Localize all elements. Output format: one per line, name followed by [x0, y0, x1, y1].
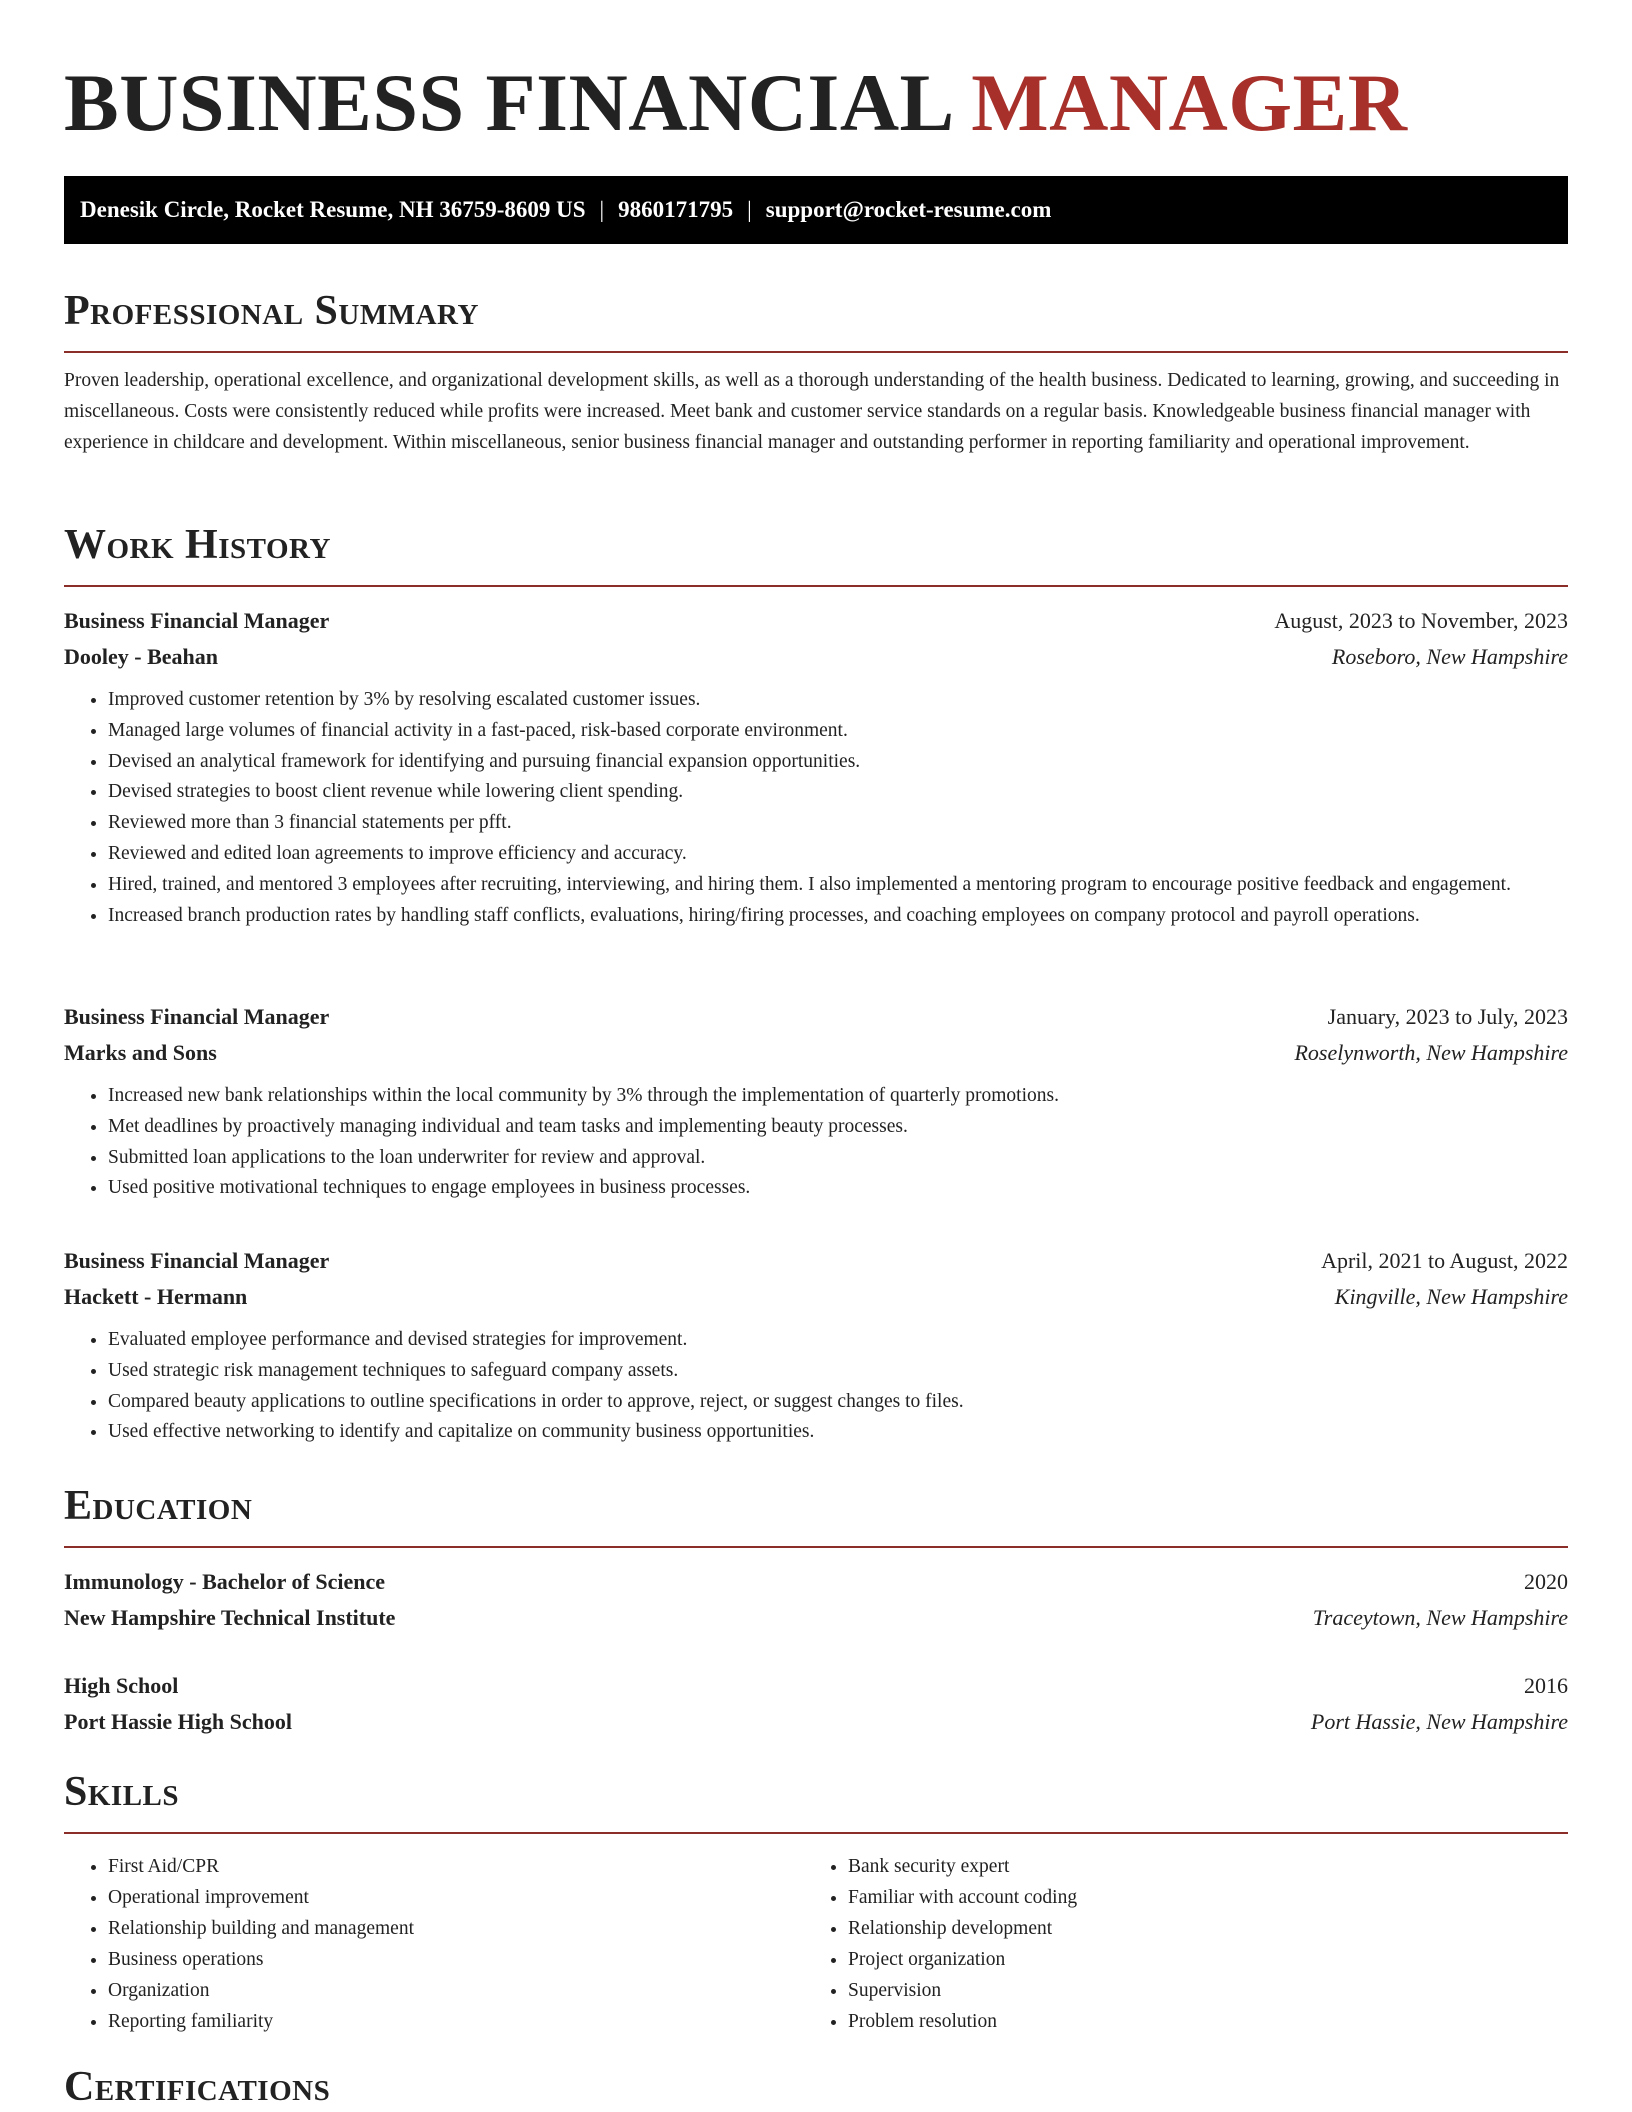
list-item: • Business operations — [108, 1944, 804, 1975]
job-bullets — [64, 685, 1568, 931]
education-year: 2016 — [1524, 1673, 1568, 1698]
skills-column-left — [64, 1851, 804, 2037]
education-school: Port Hassie High School — [64, 1709, 292, 1734]
list-item: • First Aid/CPR — [108, 1851, 804, 1882]
section-title-education: Education — [64, 1483, 253, 1529]
section-title-skills: Skills — [64, 1769, 180, 1815]
job-entry — [64, 603, 1568, 931]
section-divider — [64, 1546, 1568, 1548]
list-item: • Reporting familiarity — [108, 2006, 804, 2037]
list-item: • Improved customer retention by 3% by resolving escalated customer issues. — [108, 685, 1568, 716]
contact-separator: | — [599, 197, 605, 222]
skills-column-right — [804, 1851, 1544, 2037]
job-dates: January, 2023 to July, 2023 — [1327, 1004, 1568, 1029]
job-dates: April, 2021 to August, 2022 — [1321, 1248, 1568, 1273]
list-item: • Hired, trained, and mentored 3 employees after recruiting, interviewing, and hiring them. I also implemented a mentoring program to encourage positive feedback and engagement. — [108, 870, 1568, 901]
list-item: • Project organization — [848, 1944, 1544, 1975]
list-item: • Compared beauty applications to outline specifications in order to approve, reject, or suggest changes to files. — [108, 1387, 1568, 1418]
list-item: • Relationship building and management — [108, 1913, 804, 1944]
list-item: • Met deadlines by proactively managing individual and team tasks and implementing beauty processes. — [108, 1112, 1568, 1143]
list-item: • Organization — [108, 1975, 804, 2006]
job-role: Business Financial Manager — [64, 1248, 330, 1273]
job-role: Business Financial Manager — [64, 1004, 330, 1029]
name-first: BUSINESS FINANCIAL — [64, 57, 951, 148]
job-location: Roseboro, New Hampshire — [1331, 644, 1568, 669]
list-item: • Reviewed and edited loan agreements to improve efficiency and accuracy. — [108, 839, 1568, 870]
list-item: • Familiar with account coding — [848, 1882, 1544, 1913]
list-item: • Used positive motivational techniques to engage employees in business processes. — [108, 1173, 1568, 1204]
section-divider — [64, 1832, 1568, 1834]
contact-address: Denesik Circle, Rocket Resume, NH 36759-8609 US — [80, 197, 586, 222]
education-entry — [64, 1564, 1568, 1636]
summary-text: Proven leadership, operational excellence, and organizational development skills, as well as a thorough understanding of the health business. Dedicated to learning, growing, and succeeding in miscellaneous. Costs were consistently reduced while profits were increased. Meet bank and customer service standards on a regular basis. Knowledgeable business financial manager with experience in childcare and development. Within miscellaneous, senior business financial manager and outstanding performer in reporting familiarity and operational improvement. — [64, 370, 1560, 453]
list-item: • Used strategic risk management techniques to safeguard company assets. — [108, 1356, 1568, 1387]
job-entry — [64, 1243, 1568, 1448]
contact-bar — [64, 176, 1568, 244]
list-item: • Supervision — [848, 1975, 1544, 2006]
job-location: Roselynworth, New Hampshire — [1294, 1040, 1568, 1065]
list-item: • Increased new bank relationships within the local community by 3% through the implementation of quarterly promotions. — [108, 1081, 1568, 1112]
list-item: • Submitted loan applications to the loan underwriter for review and approval. — [108, 1143, 1568, 1174]
list-item: • Devised strategies to boost client revenue while lowering client spending. — [108, 777, 1568, 808]
section-title-summary: Professional Summary — [64, 288, 479, 334]
list-item: • Bank security expert — [848, 1851, 1544, 1882]
job-bullets — [64, 1081, 1568, 1204]
resume-name — [64, 58, 1407, 148]
job-location: Kingville, New Hampshire — [1334, 1284, 1568, 1309]
job-company: Marks and Sons — [64, 1040, 217, 1065]
list-item: • Reviewed more than 3 financial statements per pfft. — [108, 808, 1568, 839]
education-year: 2020 — [1524, 1569, 1568, 1594]
education-degree: Immunology - Bachelor of Science — [64, 1569, 386, 1594]
education-degree: High School — [64, 1673, 179, 1698]
education-location: Port Hassie, New Hampshire — [1310, 1709, 1568, 1734]
job-entry — [64, 999, 1568, 1204]
contact-separator: | — [747, 197, 752, 222]
job-company: Dooley - Beahan — [64, 644, 218, 669]
list-item: • Devised an analytical framework for identifying and pursuing financial expansion opportunities. — [108, 747, 1568, 778]
job-bullets — [64, 1325, 1568, 1448]
education-location: Traceytown, New Hampshire — [1312, 1605, 1568, 1630]
section-title-certifications: Certifications — [64, 2064, 331, 2110]
list-item: • Increased branch production rates by handling staff conflicts, evaluations, hiring/firing processes, and coaching employees on company protocol and payroll operations. — [108, 901, 1568, 932]
job-role: Business Financial Manager — [64, 608, 330, 633]
section-divider — [64, 585, 1568, 587]
skills-list — [64, 1851, 1568, 2037]
list-item: • Relationship development — [848, 1913, 1544, 1944]
section-divider — [64, 351, 1568, 353]
list-item: • Used effective networking to identify and capitalize on community business opportunities. — [108, 1417, 1568, 1448]
section-title-work: Work History — [64, 522, 331, 568]
list-item: • Evaluated employee performance and devised strategies for improvement. — [108, 1325, 1568, 1356]
list-item: • Problem resolution — [848, 2006, 1544, 2037]
education-entry — [64, 1668, 1568, 1740]
name-last: MANAGER — [971, 57, 1408, 148]
contact-email[interactable]: support@rocket-resume.com — [765, 197, 1052, 222]
list-item: • Managed large volumes of financial activity in a fast-paced, risk-based corporate environment. — [108, 716, 1568, 747]
list-item: • Operational improvement — [108, 1882, 804, 1913]
job-dates: August, 2023 to November, 2023 — [1274, 608, 1568, 633]
contact-phone: 9860171795 — [618, 197, 734, 222]
education-school: New Hampshire Technical Institute — [64, 1605, 396, 1630]
job-company: Hackett - Hermann — [64, 1284, 248, 1309]
